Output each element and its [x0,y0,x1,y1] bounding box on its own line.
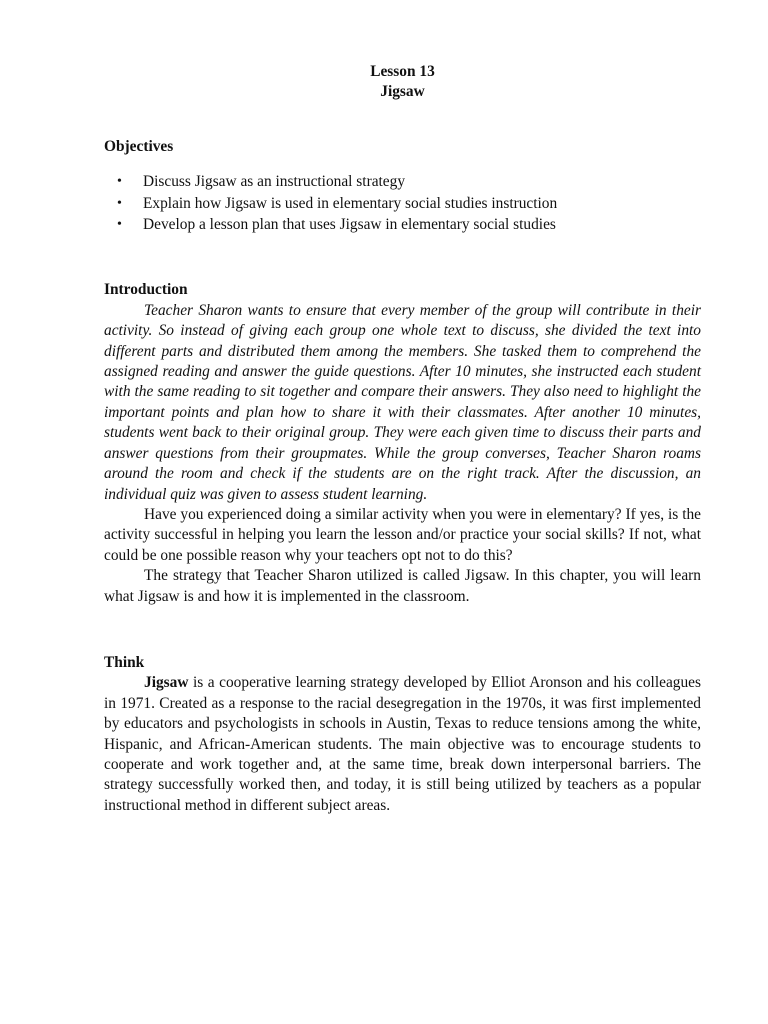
introduction-heading: Introduction [104,281,188,299]
think-body: is a cooperative learning strategy developed by Elliot Aronson and his colleagues in 1971. Created as a response to the racial desegregation in the 1970s, it was first implemented by educators and psychologists in schools in Austin, Texas to reduce tensions among the white, Hispanic, and African-American students. The main objective was to encourage students to cooperate and work together and, at the same time, break down interpersonal barriers. The strategy successfully worked then, and today, it is still being utilized by teachers as a popular instructional method in different subject areas. [104,674,701,814]
objective-item [104,172,701,192]
objective-text: Develop a lesson plan that uses Jigsaw in elementary social studies [143,216,556,234]
introduction-questions: Have you experienced doing a similar activity when you were in elementary? If yes, is the activity successful in helping you learn the lesson and/or practice your social skills? If not, what could be one possible reason why your teachers opt not to do this? [104,505,701,564]
bullet-icon: • [117,195,122,211]
objective-text: Explain how Jigsaw is used in elementary social studies instruction [143,194,558,212]
objectives-heading: Objectives [104,137,174,155]
lesson-number: Lesson 13 [370,63,435,80]
page-content [104,60,701,816]
lesson-title: Jigsaw [380,83,425,101]
think-paragraph [104,673,701,816]
think-heading: Think [104,653,145,671]
objective-item [104,194,701,214]
introduction-scenario: Teacher Sharon wants to ensure that every member of the group will contribute in their activity. So instead of giving each group one whole text to discuss, she divided the text into different parts and distributed them among the members. She tasked them to comprehend the assigned reading and answer the guide questions. After 10 minutes, she instructed each student with the same reading to sit together and compare their answers. They also need to highlight the important points and plan how to share it with their classmates. After another 10 minutes, students went back to their original group. They were each given time to discuss their parts and answer questions from their groupmates. While the group converses, Teacher Sharon roams around the room and check if the students are on the right track. After the discussion, an individual quiz was given to assess student learning. [104,301,701,503]
bullet-icon: • [117,217,122,233]
objective-item [104,215,701,235]
bullet-icon: • [117,174,122,190]
introduction-strategy: The strategy that Teacher Sharon utilized is called Jigsaw. In this chapter, you will learn what Jigsaw is and how it is implemented in the classroom. [104,567,701,605]
jigsaw-term: Jigsaw [144,674,189,692]
objectives-list [104,172,701,235]
objective-text: Discuss Jigsaw as an instructional strategy [143,173,406,191]
